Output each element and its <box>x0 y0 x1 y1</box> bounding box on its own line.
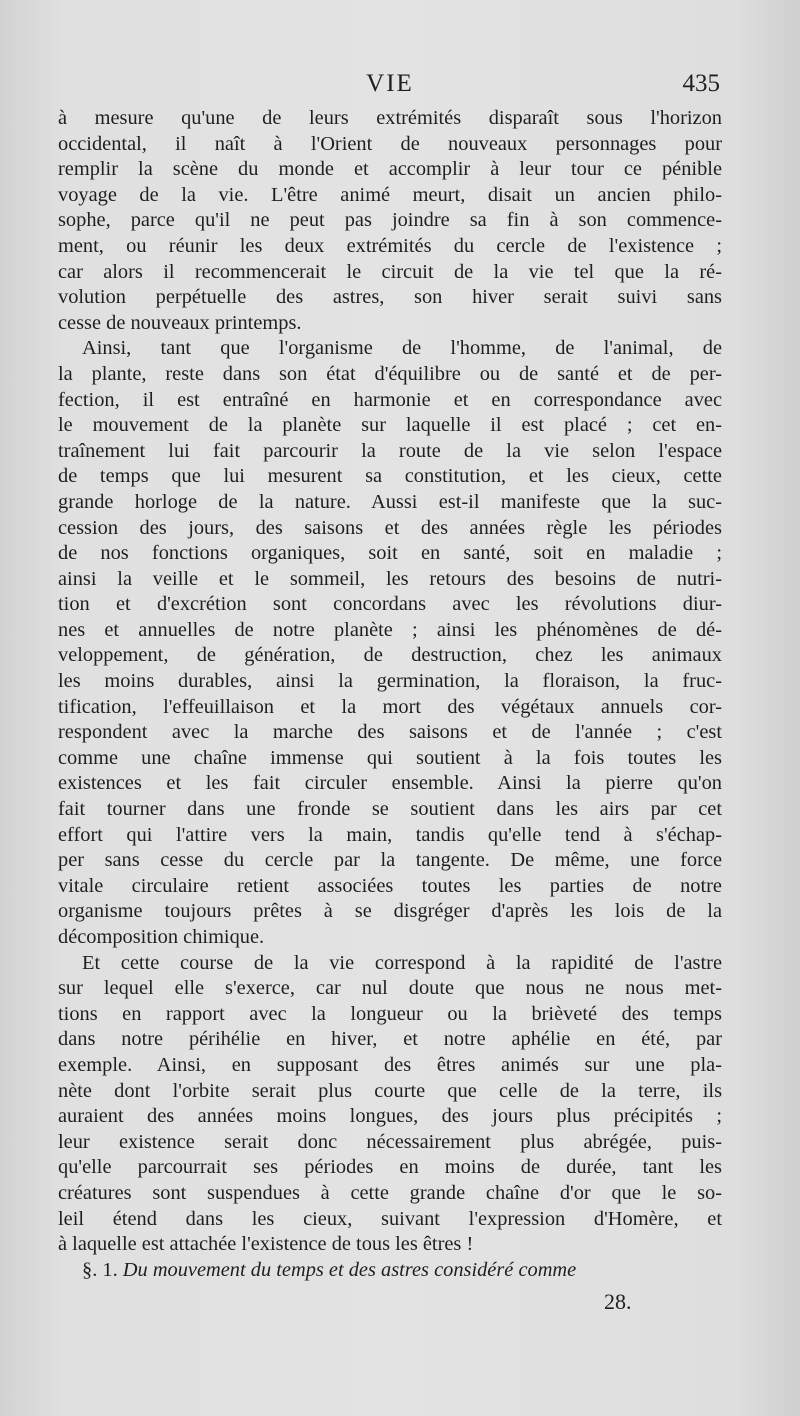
page-header <box>60 70 720 102</box>
text-line: fait tourner dans une fronde se soutient dans les airs par cet <box>58 798 722 821</box>
section-heading <box>58 1258 722 1284</box>
text-line: les moins durables, ainsi la germination, la floraison, la fruc- <box>58 670 722 693</box>
text-line: ainsi la veille et le sommeil, les retours des besoins de nutri- <box>58 567 722 590</box>
text-line: fection, il est entraîné en harmonie et en correspondance avec <box>58 388 722 411</box>
text-line: existences et les fait circuler ensemble. Ainsi la pierre qu'on <box>58 772 722 795</box>
text-line: grande horloge de la nature. Aussi est-il manifeste que la suc- <box>58 490 722 513</box>
page-number: 435 <box>682 70 720 97</box>
text-line: de nos fonctions organiques, soit en santé, soit en maladie ; <box>58 542 722 565</box>
text-line: cesse de nouveaux printemps. <box>58 311 302 334</box>
text-line: per sans cesse du cercle par la tangente. De même, une force <box>58 849 722 872</box>
text-line: tions en rapport avec la longueur ou la brièveté des temps <box>58 1002 722 1025</box>
text-line: décomposition chimique. <box>58 926 265 948</box>
text-line: sophe, parce qu'il ne peut pas joindre sa fin à son commence- <box>58 209 722 232</box>
signature-mark: 28. <box>604 1289 632 1314</box>
text-line: tion et d'excrétion sont concordans avec les révolutions diur- <box>58 593 722 616</box>
text-line: ment, ou réunir les deux extrémités du cercle de l'existence ; <box>58 234 722 257</box>
text-line: le mouvement de la planète sur laquelle il est placé ; cet en- <box>58 414 722 437</box>
section-title: Du mouvement du temps et des astres considéré comme <box>122 1258 577 1281</box>
text-line: vitale circulaire retient associées toutes les parties de notre <box>58 874 722 897</box>
text-line: tification, l'effeuillaison et la mort des végétaux annuels cor- <box>58 695 722 718</box>
text-line: nète dont l'orbite serait plus courte que celle de la terre, ils <box>58 1079 722 1102</box>
text-line: occidental, il naît à l'Orient de nouveaux personnages pour <box>58 132 722 155</box>
text-line: comme une chaîne immense qui soutient à la fois toutes les <box>58 746 722 769</box>
paragraphs <box>58 106 722 1258</box>
text-line: volution perpétuelle des astres, son hiver serait suivi sans <box>58 286 722 309</box>
text-line: à laquelle est attachée l'existence de tous les êtres ! <box>58 1233 474 1256</box>
text-line: à mesure qu'une de leurs extrémités disparaît sous l'horizon <box>58 107 722 129</box>
text-line: nes et annuelles de notre planète ; ainsi les phénomènes de dé- <box>58 618 722 641</box>
text-line: Ainsi, tant que l'organisme de l'homme, de l'animal, de <box>82 337 722 360</box>
text-line: organisme toujours prêtes à se disgréger d'après les lois de la <box>58 900 722 923</box>
text-line: sur lequel elle s'exerce, car nul doute que nous ne nous met- <box>58 977 722 1000</box>
text-line: créatures sont suspendues à cette grande chaîne d'or que le so- <box>58 1181 722 1204</box>
section-number: §. 1. <box>82 1258 118 1281</box>
text-line: exemple. Ainsi, en supposant des êtres animés sur une pla- <box>58 1053 722 1076</box>
text-line: auraient des années moins longues, des jours plus précipités ; <box>58 1105 722 1128</box>
text-line: veloppement, de génération, de destruction, chez les animaux <box>58 644 722 667</box>
text-line: effort qui l'attire vers la main, tandis qu'elle tend à s'échap- <box>58 823 722 846</box>
text-line: de temps que lui mesurent sa constitution, et les cieux, cette <box>58 465 722 488</box>
text-line: leil étend dans les cieux, suivant l'expression d'Homère, et <box>58 1207 722 1230</box>
text-line: car alors il recommencerait le circuit de la vie tel que la ré- <box>58 260 722 283</box>
text-line: dans notre périhélie en hiver, et notre aphélie en été, par <box>58 1028 722 1051</box>
body-text <box>58 106 722 1283</box>
running-title: VIE <box>366 70 414 97</box>
text-line: leur existence serait donc nécessairement plus abrégée, puis- <box>58 1130 722 1153</box>
text-line: voyage de la vie. L'être animé meurt, disait un ancien philo- <box>58 183 722 206</box>
text-line: qu'elle parcourrait ses périodes en moins de durée, tant les <box>58 1156 722 1179</box>
text-line: traînement lui fait parcourir la route de la vie selon l'espace <box>58 439 722 462</box>
text-line: respondent avec la marche des saisons et de l'année ; c'est <box>58 721 722 744</box>
text-line: la plante, reste dans son état d'équilibre ou de santé et de per- <box>58 362 722 385</box>
text-line: Et cette course de la vie correspond à la rapidité de l'astre <box>82 951 722 974</box>
text-line: cession des jours, des saisons et des années règle les périodes <box>58 516 722 539</box>
text-line: remplir la scène du monde et accomplir à leur tour ce pénible <box>58 158 722 181</box>
